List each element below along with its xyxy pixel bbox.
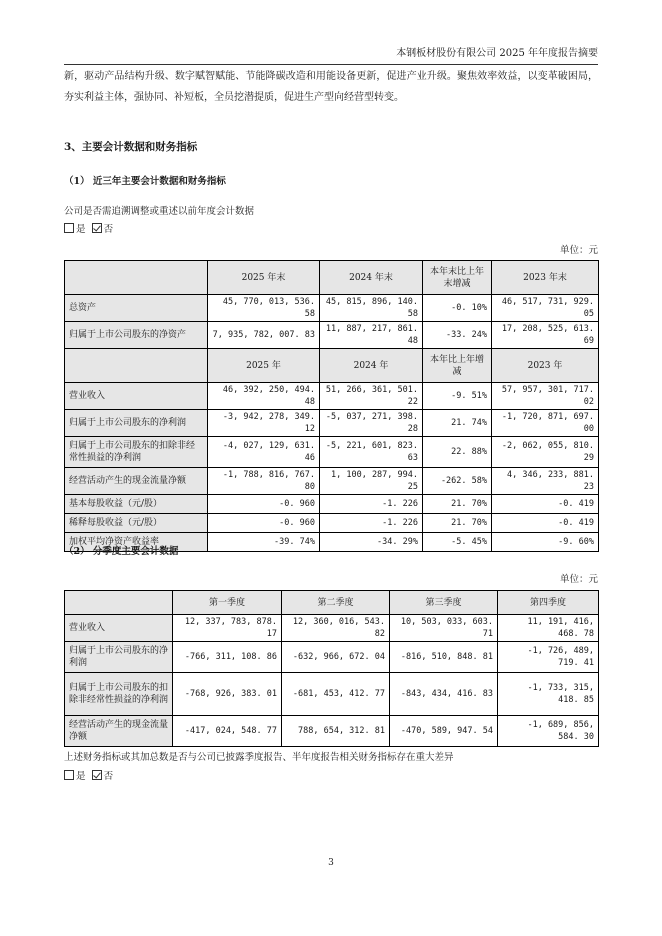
table-row — [65, 615, 599, 642]
option-no-label: 否 — [103, 224, 114, 235]
page-header: 本钢板材股份有限公司 2025 年年度报告摘要 — [64, 44, 598, 65]
table-cell: -262. 58% — [423, 468, 492, 495]
table-cell: 11, 191, 416, 468. 78 — [498, 615, 599, 642]
variance-options — [64, 768, 113, 782]
table-header-row — [65, 349, 599, 383]
table-cell: -843, 434, 416. 83 — [390, 673, 498, 716]
table-header-blank — [65, 591, 173, 615]
quarterly-data-table — [64, 590, 599, 747]
table-cell: 17, 208, 525, 613. 69 — [492, 322, 599, 349]
column-header: 2025 年 — [208, 349, 320, 383]
column-header: 第四季度 — [498, 591, 599, 615]
table-cell: -3, 942, 278, 349. 12 — [208, 410, 320, 437]
checkbox-checked-icon — [92, 223, 102, 233]
column-header: 本年比上年增减 — [423, 349, 492, 383]
row-label: 归属于上市公司股东的净利润 — [65, 642, 173, 673]
table-cell: -681, 453, 412. 77 — [282, 673, 390, 716]
row-label: 加权平均净资产收益率 — [65, 533, 208, 552]
table-cell: 21. 74% — [423, 410, 492, 437]
row-label: 稀释每股收益（元/股） — [65, 514, 208, 533]
table-cell: -1. 226 — [320, 514, 423, 533]
table-row — [65, 673, 599, 716]
column-header: 2024 年末 — [320, 261, 423, 295]
table-cell: -1, 689, 856, 584. 30 — [498, 716, 599, 747]
column-header: 2023 年 — [492, 349, 599, 383]
table-cell: -4, 027, 129, 631. 46 — [208, 437, 320, 468]
table-cell: -0. 960 — [208, 514, 320, 533]
section-title: 3、主要会计数据和财务指标 — [64, 141, 198, 153]
row-label: 归属于上市公司股东的净利润 — [65, 410, 208, 437]
column-header: 第二季度 — [282, 591, 390, 615]
table-cell: -632, 966, 672. 04 — [282, 642, 390, 673]
table-cell: -768, 926, 383. 01 — [173, 673, 282, 716]
row-label: 经营活动产生的现金流量净额 — [65, 716, 173, 747]
table-cell: 11, 887, 217, 861. 48 — [320, 322, 423, 349]
table-row — [65, 383, 599, 410]
row-label: 归属于上市公司股东的净资产 — [65, 322, 208, 349]
table-cell: 46, 517, 731, 929. 05 — [492, 295, 599, 322]
row-label: 营业收入 — [65, 615, 173, 642]
table-cell: 21. 70% — [423, 514, 492, 533]
table-cell: -1. 226 — [320, 495, 423, 514]
table-cell: -1, 733, 315, 418. 85 — [498, 673, 599, 716]
table-cell: -2, 062, 055, 810. 29 — [492, 437, 599, 468]
row-label: 基本每股收益（元/股） — [65, 495, 208, 514]
table-row — [65, 716, 599, 747]
restate-question: 公司是否需追溯调整或重述以前年度会计数据 — [64, 206, 255, 217]
annual-data-table — [64, 260, 599, 552]
table-cell: -34. 29% — [320, 533, 423, 552]
table-cell: -1, 720, 871, 697. 00 — [492, 410, 599, 437]
table-row — [65, 495, 599, 514]
table-cell: 4, 346, 233, 881. 23 — [492, 468, 599, 495]
part2-title: （2） 分季度主要会计数据 — [64, 546, 179, 557]
table-cell: 46, 392, 250, 494. 48 — [208, 383, 320, 410]
table-cell: -5. 45% — [423, 533, 492, 552]
unit-label-2: 单位：元 — [559, 574, 598, 585]
table-cell: 57, 957, 301, 717. 02 — [492, 383, 599, 410]
column-header: 2024 年 — [320, 349, 423, 383]
row-label: 归属于上市公司股东的扣除非经常性损益的净利润 — [65, 437, 208, 468]
part1-title: （1） 近三年主要会计数据和财务指标 — [64, 176, 226, 187]
restate-options — [64, 221, 113, 235]
row-label: 经营活动产生的现金流量净额 — [65, 468, 208, 495]
column-header: 2025 年末 — [208, 261, 320, 295]
column-header: 第三季度 — [390, 591, 498, 615]
table-cell: 51, 266, 361, 501. 22 — [320, 383, 423, 410]
page-number: 3 — [328, 858, 334, 868]
table-cell: -766, 311, 108. 86 — [173, 642, 282, 673]
table-cell: -9. 51% — [423, 383, 492, 410]
table-row — [65, 322, 599, 349]
table-cell: -470, 589, 947. 54 — [390, 716, 498, 747]
row-label: 营业收入 — [65, 383, 208, 410]
checkbox-unchecked-icon — [64, 223, 74, 233]
table-cell: 12, 360, 016, 543. 82 — [282, 615, 390, 642]
table-row — [65, 295, 599, 322]
option-yes-label: 是 — [76, 771, 86, 782]
table-cell: 45, 770, 013, 536. 58 — [208, 295, 320, 322]
column-header: 第一季度 — [173, 591, 282, 615]
table-cell: -33. 24% — [423, 322, 492, 349]
table-cell: 45, 815, 896, 140. 58 — [320, 295, 423, 322]
table-row — [65, 514, 599, 533]
table-cell: 22. 88% — [423, 437, 492, 468]
checkbox-unchecked-icon — [64, 770, 74, 780]
table-row — [65, 468, 599, 495]
table-cell: -1, 788, 816, 767. 80 — [208, 468, 320, 495]
table-cell: -5, 221, 601, 823. 63 — [320, 437, 423, 468]
unit-label: 单位：元 — [559, 245, 598, 256]
table-cell: 12, 337, 783, 878. 17 — [173, 615, 282, 642]
table-cell: -0. 419 — [492, 495, 599, 514]
table-header-blank — [65, 261, 208, 295]
checkbox-checked-icon — [92, 770, 102, 780]
table-row — [65, 410, 599, 437]
variance-question: 上述财务指标或其加总数是否与公司已披露季度报告、半年度报告相关财务指标存在重大差异 — [64, 752, 454, 763]
column-header: 2023 年末 — [492, 261, 599, 295]
option-no-label: 否 — [103, 771, 114, 782]
table-row — [65, 642, 599, 673]
table-cell: 1, 100, 287, 994. 25 — [320, 468, 423, 495]
table-cell: 21. 70% — [423, 495, 492, 514]
option-yes-label: 是 — [76, 224, 86, 235]
table-cell: -417, 024, 548. 77 — [173, 716, 282, 747]
table-cell: -1, 726, 489, 719. 41 — [498, 642, 599, 673]
table-header-blank — [65, 349, 208, 383]
table-header-row — [65, 591, 599, 615]
table-cell: -816, 510, 848. 81 — [390, 642, 498, 673]
intro-paragraph: 新，驱动产品结构升级、数字赋智赋能、节能降碳改造和用能设备更新，促进产业升级。聚焦效率效益，以变革破困局，夯实利益主体，强协同、补短板，全员挖潜提质，促进生产型向经营型转变。 — [64, 71, 598, 103]
table-cell: -0. 419 — [492, 514, 599, 533]
row-label: 总资产 — [65, 295, 208, 322]
table-row — [65, 437, 599, 468]
table-cell: -0. 10% — [423, 295, 492, 322]
table-header-row — [65, 261, 599, 295]
column-header: 本年末比上年末增减 — [423, 261, 492, 295]
table-cell: 7, 935, 782, 007. 83 — [208, 322, 320, 349]
table-cell: 10, 503, 033, 603. 71 — [390, 615, 498, 642]
table-cell: -39. 74% — [208, 533, 320, 552]
table-cell: 788, 654, 312. 81 — [282, 716, 390, 747]
table-cell: -9. 60% — [492, 533, 599, 552]
row-label: 归属于上市公司股东的扣除非经常性损益的净利润 — [65, 673, 173, 716]
table-cell: -5, 037, 271, 398. 28 — [320, 410, 423, 437]
table-cell: -0. 960 — [208, 495, 320, 514]
